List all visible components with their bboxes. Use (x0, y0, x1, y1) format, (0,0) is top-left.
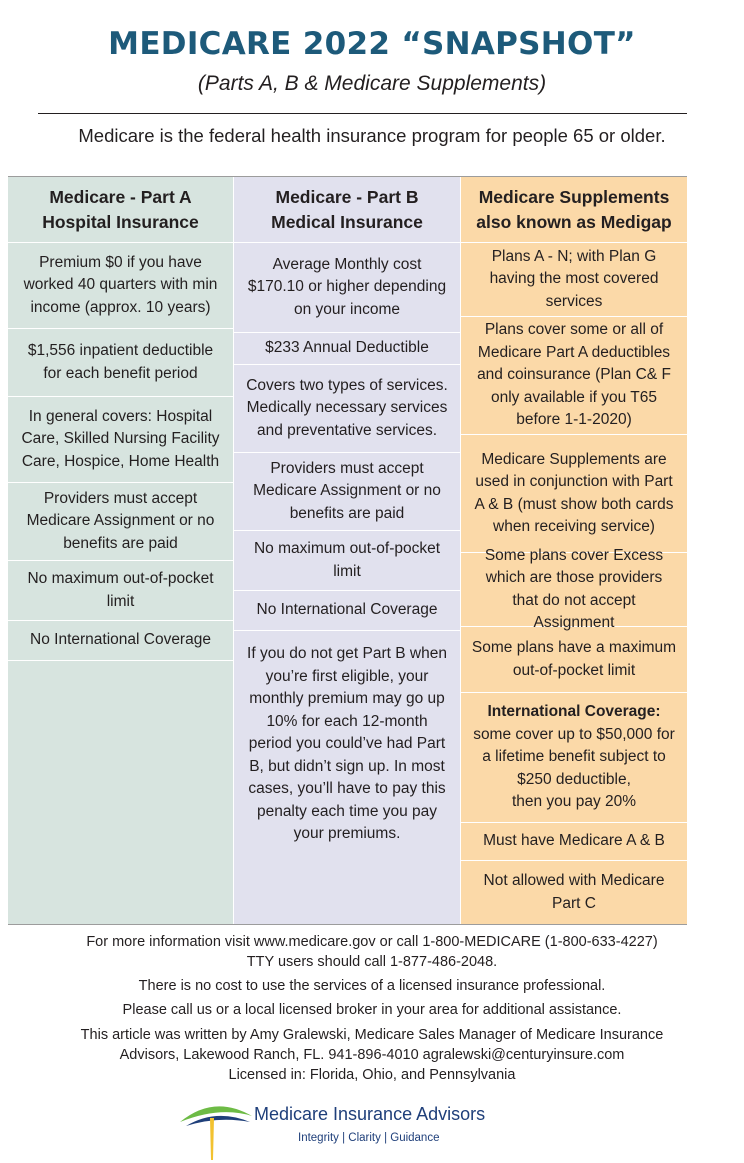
logo-company-name: Medicare Insurance Advisors (254, 1104, 486, 1124)
umbrella-arc-logo-icon (176, 1092, 256, 1162)
logo-tagline: Integrity | Clarity | Guidance (298, 1132, 440, 1144)
footer-address-line: Advisors, Lakewood Ranch, FL. 941-896-4010 agralewski@centuryinsure.com (119, 1047, 625, 1063)
supplements-requires-ab: Must have Medicare A & B (461, 823, 687, 861)
part-b-heading-line2: Medical Insurance (271, 211, 423, 232)
part-a-assignment: Providers must accept Medicare Assignment or no benefits are paid (8, 483, 233, 561)
divider (38, 113, 687, 114)
part-a-oop: No maximum out-of-pocket limit (8, 561, 233, 621)
footer-info-line: For more information visit www.medicare.gov or call 1-800-MEDICARE (1-800-633-4227) (86, 934, 658, 950)
part-a-heading-line1: Medicare - Part A (49, 186, 192, 207)
footer-license-line: Licensed in: Florida, Ohio, and Pennsylvania (228, 1067, 516, 1083)
part-b-heading-line1: Medicare - Part B (275, 186, 419, 207)
page-subtitle: (Parts A, B & Medicare Supplements) (197, 72, 547, 95)
page-title: MEDICARE 2022 “SNAPSHOT” (108, 26, 636, 62)
part-b-deductible: $233 Annual Deductible (234, 333, 460, 365)
part-a-heading (8, 177, 233, 243)
supplements-no-part-c: Not allowed with Medicare Part C (483, 872, 665, 912)
part-b-late-penalty: If you do not get Part B when you’re first eligible, your monthly premium may go up 10% for each 12-month period you could’ve had Part B, but didn’t sign up. In most cases, you’ll have to pay this penalty each time you pay your premiums. (247, 645, 447, 842)
intro-text: Medicare is the federal health insurance program for people 65 or older. (78, 125, 666, 146)
part-a-deductible: $1,556 inpatient deductible for each benefit period (8, 329, 233, 397)
part-b-column (234, 177, 460, 924)
part-b-services: Covers two types of services. Medically necessary services and preventative services. (234, 365, 460, 453)
supplements-heading (461, 177, 687, 243)
part-a-column (8, 177, 233, 924)
supplements-column (461, 177, 687, 924)
part-a-premium: Premium $0 if you have worked 40 quarters with min income (approx. 10 years) (8, 243, 233, 329)
part-a-heading-line2: Hospital Insurance (42, 211, 199, 232)
supplements-plans: Plans A - N; with Plan G having the most covered services (461, 243, 687, 317)
supplements-heading-line1: Medicare Supplements (478, 186, 670, 207)
footer-author-line: This article was written by Amy Gralewski, Medicare Sales Manager of Medicare Insurance (80, 1027, 664, 1043)
footer-no-cost-line: There is no cost to use the services of a licensed insurance professional. (138, 978, 606, 994)
part-a-international: No International Coverage (8, 621, 233, 661)
supplements-conjunction: Medicare Supplements are used in conjunction with Part A & B (must show both cards when receiving service) (461, 435, 687, 553)
part-b-heading (234, 177, 460, 243)
company-logo (176, 1092, 506, 1162)
supplements-international-body: some cover up to $50,000 for a lifetime benefit subject to $250 deductible, (473, 725, 675, 788)
comparison-table (8, 176, 687, 925)
part-b-international: No International Coverage (234, 591, 460, 631)
supplements-coverage: Plans cover some or all of Medicare Part A deductibles and coinsurance (Plan C& F only available if you T65 before 1-1-2020) (461, 317, 687, 435)
supplements-international-tail: then you pay 20% (511, 793, 637, 811)
supplements-excess: Some plans cover Excess which are those providers that do not accept Assignment (461, 553, 687, 627)
part-b-oop: No maximum out-of-pocket limit (234, 531, 460, 591)
supplements-oop: Some plans have a maximum out-of-pocket limit (461, 627, 687, 693)
part-b-monthly-cost: Average Monthly cost $170.10 or higher depending on your income (234, 243, 460, 333)
footer-contact-line: Please call us or a local licensed broker in your area for additional assistance. (122, 1002, 622, 1018)
footer-tty-line: TTY users should call 1-877-486-2048. (246, 954, 498, 970)
supplements-international-title: International Coverage: (487, 703, 661, 721)
part-b-assignment: Providers must accept Medicare Assignment or no benefits are paid (234, 453, 460, 531)
part-a-coverage: In general covers: Hospital Care, Skilled Nursing Facility Care, Hospice, Home Health (8, 397, 233, 483)
supplements-international (461, 693, 687, 823)
supplements-heading-line2: also known as Medigap (476, 211, 672, 232)
